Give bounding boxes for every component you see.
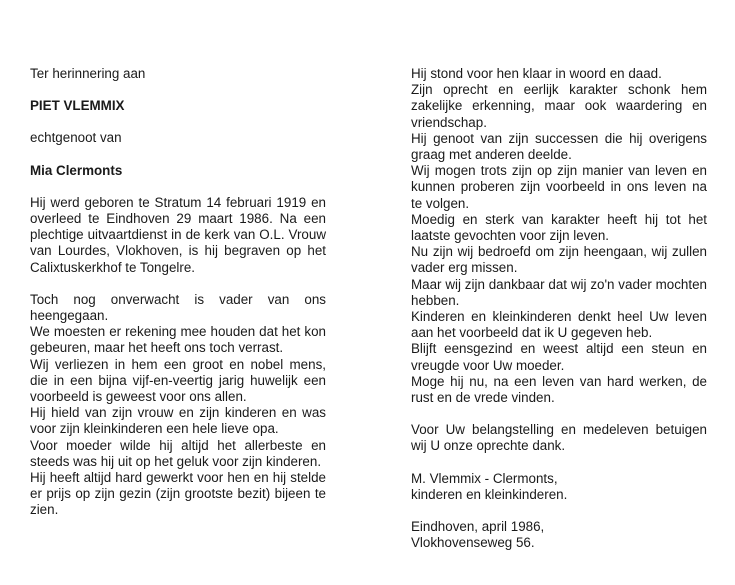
text-paragraph: Hij hield van zijn vrouw en zijn kinderen en was voor zijn kleinkinderen een hele lieve opa. <box>30 405 326 437</box>
left-column <box>30 66 326 519</box>
text-paragraph: Toch nog onverwacht is vader van ons heengegaan. <box>30 291 326 324</box>
spouse-label: echtgenoot van <box>30 130 122 146</box>
text-paragraph: Maar wij zijn dankbaar dat wij zo'n vader mochten hebben. <box>411 276 707 308</box>
text-paragraph: We moesten er rekening mee houden dat het kon gebeuren, maar het heeft ons toch verrast. <box>30 324 326 356</box>
text-paragraph: Wij mogen trots zijn op zijn manier van leven en kunnen proberen zijn voorbeeld in ons leven na te volgen. <box>411 163 707 211</box>
spouse-name: Mia Clermonts <box>30 162 123 178</box>
text-paragraph: Wij verliezen in hem een groot en nobel mens, die in een bijna vijf-en-veertig jarig huwelijk een voorbeeld is geweest voor ons allen. <box>30 356 326 405</box>
text-paragraph: Blijft eensgezind en weest altijd een steun en vreugde voor Uw moeder. <box>411 341 707 373</box>
text-paragraph: Hij heeft altijd hard gewerkt voor hen en hij stelde er prijs op zijn gezin (zijn grootste bezit) bijeen te zien. <box>30 470 326 518</box>
signature-line: M. Vlemmix - Clermonts, <box>411 470 558 486</box>
address: Vlokhovenseweg 56. <box>411 535 535 551</box>
text-paragraph: Moedig en sterk van karakter heeft hij tot het laatste gevochten voor zijn leven. <box>411 211 707 244</box>
text-paragraph: Moge hij nu, na een leven van hard werken, de rust en de vrede vinden. <box>411 373 707 406</box>
text-paragraph: Kinderen en kleinkinderen denkt heel Uw leven aan het voorbeeld dat ik U gegeven heb. <box>411 309 707 341</box>
signature-line: kinderen en kleinkinderen. <box>411 486 568 502</box>
thanks-text: Voor Uw belangstelling en medeleven betuigen wij U onze oprechte dank. <box>411 422 707 454</box>
text-paragraph: Voor moeder wilde hij altijd het allerbeste en steeds was hij uit op het geluk voor zijn kinderen. <box>30 437 326 469</box>
biography-paragraph: Hij werd geboren te Stratum 14 februari 1919 en overleed te Eindhoven 29 maart 1986. Na een plechtige uitvaartdienst in de kerk van O.L. Vrouw van Lourdes, Vlokhoven, is hij begraven op het Calixtuskerkhof te Tongelre. <box>30 194 326 275</box>
intro-text: Ter herinnering aan <box>30 66 146 81</box>
place-date: Eindhoven, april 1986, <box>411 519 545 535</box>
text-paragraph: Zijn oprecht en eerlijk karakter schonk hem zakelijke erkenning, maar ook waardering en vriendschap. <box>411 82 707 130</box>
right-column <box>411 66 707 551</box>
text-paragraph: Hij genoot van zijn successen die hij overigens graag met anderen deelde. <box>411 130 707 163</box>
text-paragraph: Nu zijn wij bedroefd om zijn heengaan, wij zullen vader erg missen. <box>411 244 707 276</box>
deceased-name: PIET VLEMMIX <box>30 98 125 114</box>
text-paragraph: Hij stond voor hen klaar in woord en daad. <box>411 66 662 81</box>
